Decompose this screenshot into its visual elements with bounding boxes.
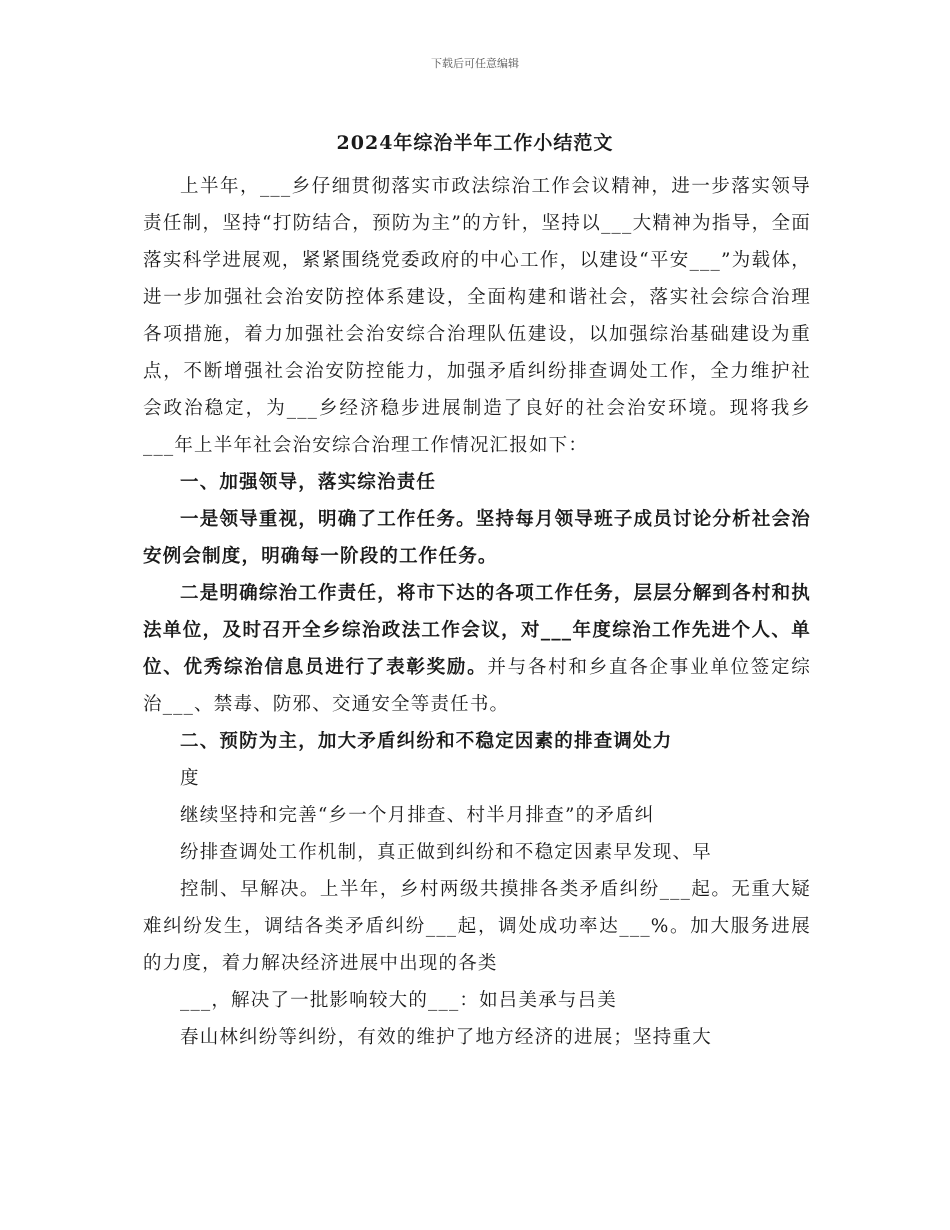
text-line: ___，解决了一批影响较大的___：如吕美承与吕美 <box>180 990 618 1011</box>
section-heading-2-tail: 度 <box>180 768 200 789</box>
point-two-paragraph <box>143 575 811 723</box>
text-fragment: 控制、早解决。 <box>180 879 320 900</box>
dispute-paragraph <box>143 871 811 982</box>
document-title: 2024年综治半年工作小结范文 <box>336 132 614 154</box>
document-body <box>143 168 811 1056</box>
point-two-bold-text: 二是明确综治工作责任，将市下达的各项工作任务，层层分解到各村和执法单位，及时召开全乡综治政法工作会议，对___年度综治工作先进个人、单位、优秀综治信息员进行了表彰奖励。 <box>143 583 811 678</box>
section-heading-2: 二、预防为主，加大矛盾纠纷和不稳定因素的排查调处力 <box>180 731 673 752</box>
text-fragment: 上半年，乡村两级共摸排各类矛盾纠纷___起。无重大疑难纠纷发生，调结各类矛盾纠纷___起，调处成功率达___%。加大服务进展的力度，着力解决经济进展中出现的各类 <box>143 879 811 974</box>
text-line: 继续坚持和完善“乡一个月排查、村半月排查”的矛盾纠 <box>180 805 655 826</box>
text-line: 纷排查调处工作机制，真正做到纠纷和不稳定因素早发现、早 <box>180 842 712 863</box>
section-heading-1: 一、加强领导，落实综治责任 <box>180 472 437 493</box>
header-note: 下载后可任意编辑 <box>431 57 519 70</box>
point-two-normal-text: 并与各村和乡直各企事业单位签定综治___、禁毒、防邪、交通安全等责任书。 <box>143 657 811 715</box>
point-one-paragraph: 一是领导重视，明确了工作任务。坚持每月领导班子成员讨论分析社会治安例会制度，明确每一阶段的工作任务。 <box>143 509 811 567</box>
intro-paragraph: 上半年，___乡仔细贯彻落实市政法综治工作会议精神，进一步落实领导责任制，坚持“打防结合，预防为主”的方针，坚持以___大精神为指导，全面落实科学进展观，紧紧围绕党委政府的中心工作，以建设“平安___”为载体，进一步加强社会治安防控体系建设，全面构建和谐社会，落实社会综合治理各项措施，着力加强社会治安综合治理队伍建设，以加强综治基础建设为重点，不断增强社会治安防控能力，加强矛盾纠纷排查调处工作，全力维护社会政治稳定，为___乡经济稳步进展制造了良好的社会治安环境。现将我乡___年上半年社会治安综合治理工作情况汇报如下： <box>143 176 811 456</box>
text-line: 春山林纠纷等纠纷，有效的维护了地方经济的进展；坚持重大 <box>180 1027 712 1048</box>
